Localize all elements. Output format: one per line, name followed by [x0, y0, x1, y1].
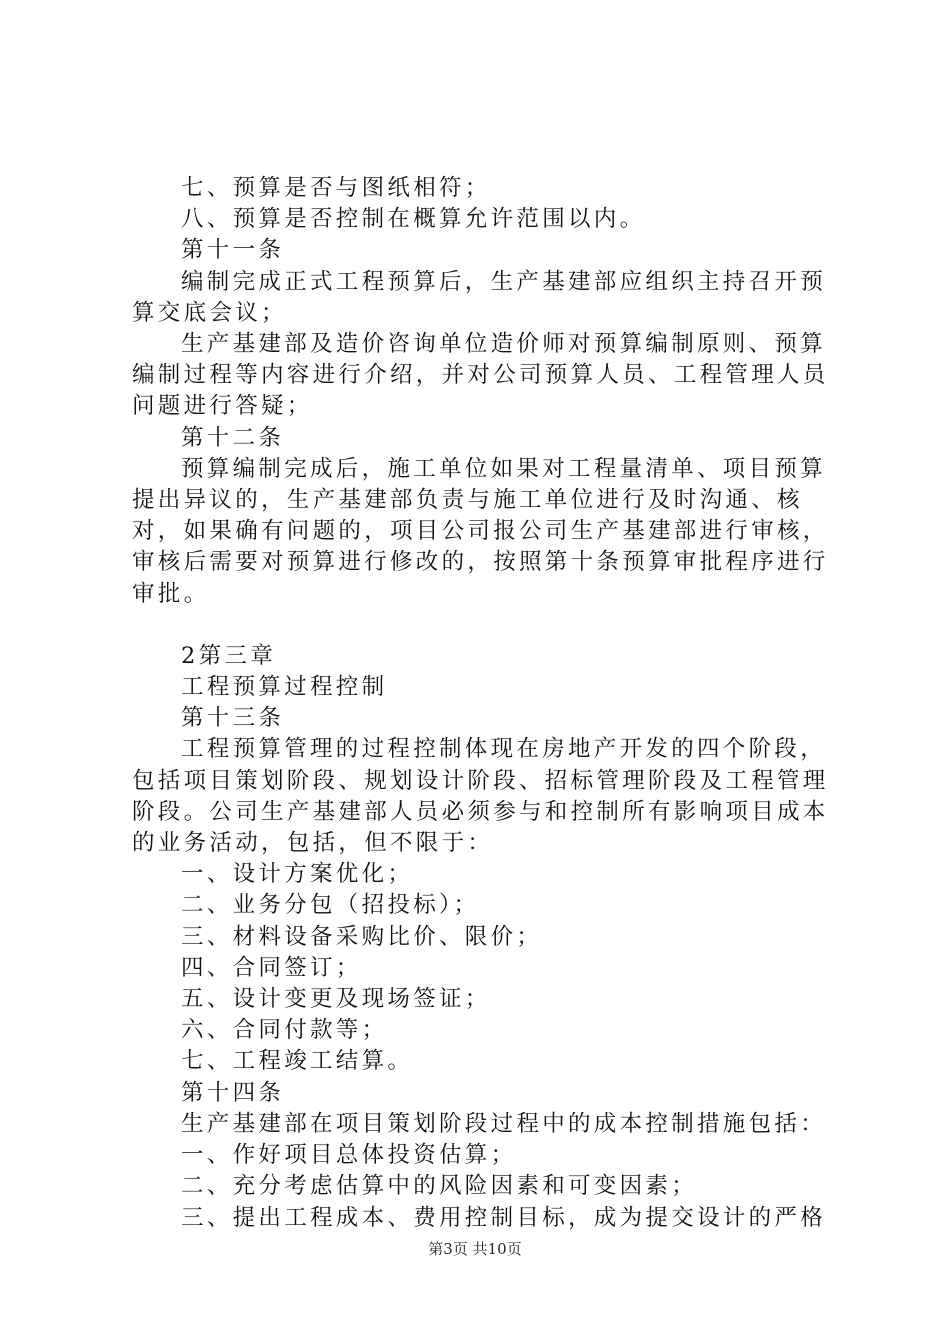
list-item: 五、设计变更及现场签证； — [181, 986, 491, 1013]
paragraph: 预算编制完成后，施工单位如果对工程量清单、项目预算提出异议的，生产基建部负责与施工单位进行及时沟通、核对，如果确有问题的，项目公司报公司生产基建部进行审核，审核后需要对预算进行修改的，按照第十条预算审批程序进行审批。 — [132, 455, 829, 607]
paragraph: 生产基建部及造价咨询单位造价师对预算编制原则、预算编制过程等内容进行介绍，并对公司预算人员、工程管理人员问题进行答疑； — [132, 331, 829, 420]
article-heading: 第十一条 — [181, 237, 285, 264]
list-item: 二、充分考虑估算中的风险因素和可变因素； — [181, 1173, 698, 1200]
article-heading: 第十二条 — [181, 424, 285, 451]
list-item: 二、业务分包（招投标）； — [181, 892, 480, 919]
paragraph: 八、预算是否控制在概算允许范围以内。 — [181, 206, 646, 233]
list-item: 三、提出工程成本、费用控制目标，成为提交设计的严格 — [181, 1204, 827, 1231]
list-item: 一、作好项目总体投资估算； — [181, 1142, 517, 1169]
list-item: 七、工程竣工结算。 — [181, 1048, 414, 1075]
paragraph: 工程预算管理的过程控制体现在房地产开发的四个阶段，包括项目策划阶段、规划设计阶段、招标管理阶段及工程管理阶段。公司生产基建部人员必须参与和控制所有影响项目成本的业务活动，包括，但不限于： — [132, 736, 829, 857]
document-body — [132, 173, 842, 1234]
paragraph: 七、预算是否与图纸相符； — [181, 175, 491, 201]
list-item: 四、合同签订； — [181, 954, 362, 981]
list-item: 三、材料设备采购比价、限价； — [181, 923, 543, 950]
list-item: 一、设计方案优化； — [181, 861, 414, 888]
chapter-heading: 2第三章 — [181, 642, 277, 669]
article-heading: 第十三条 — [181, 705, 285, 732]
page-footer — [0, 1238, 950, 1259]
article-heading: 第十四条 — [181, 1079, 285, 1106]
page-number-label: 第3页 共10页 — [428, 1240, 522, 1258]
paragraph: 生产基建部在项目策划阶段过程中的成本控制措施包括： — [181, 1110, 827, 1137]
chapter-title: 工程预算过程控制 — [181, 674, 388, 701]
paragraph: 编制完成正式工程预算后，生产基建部应组织主持召开预算交底会议； — [132, 268, 827, 326]
list-item: 六、合同付款等； — [181, 1017, 388, 1044]
